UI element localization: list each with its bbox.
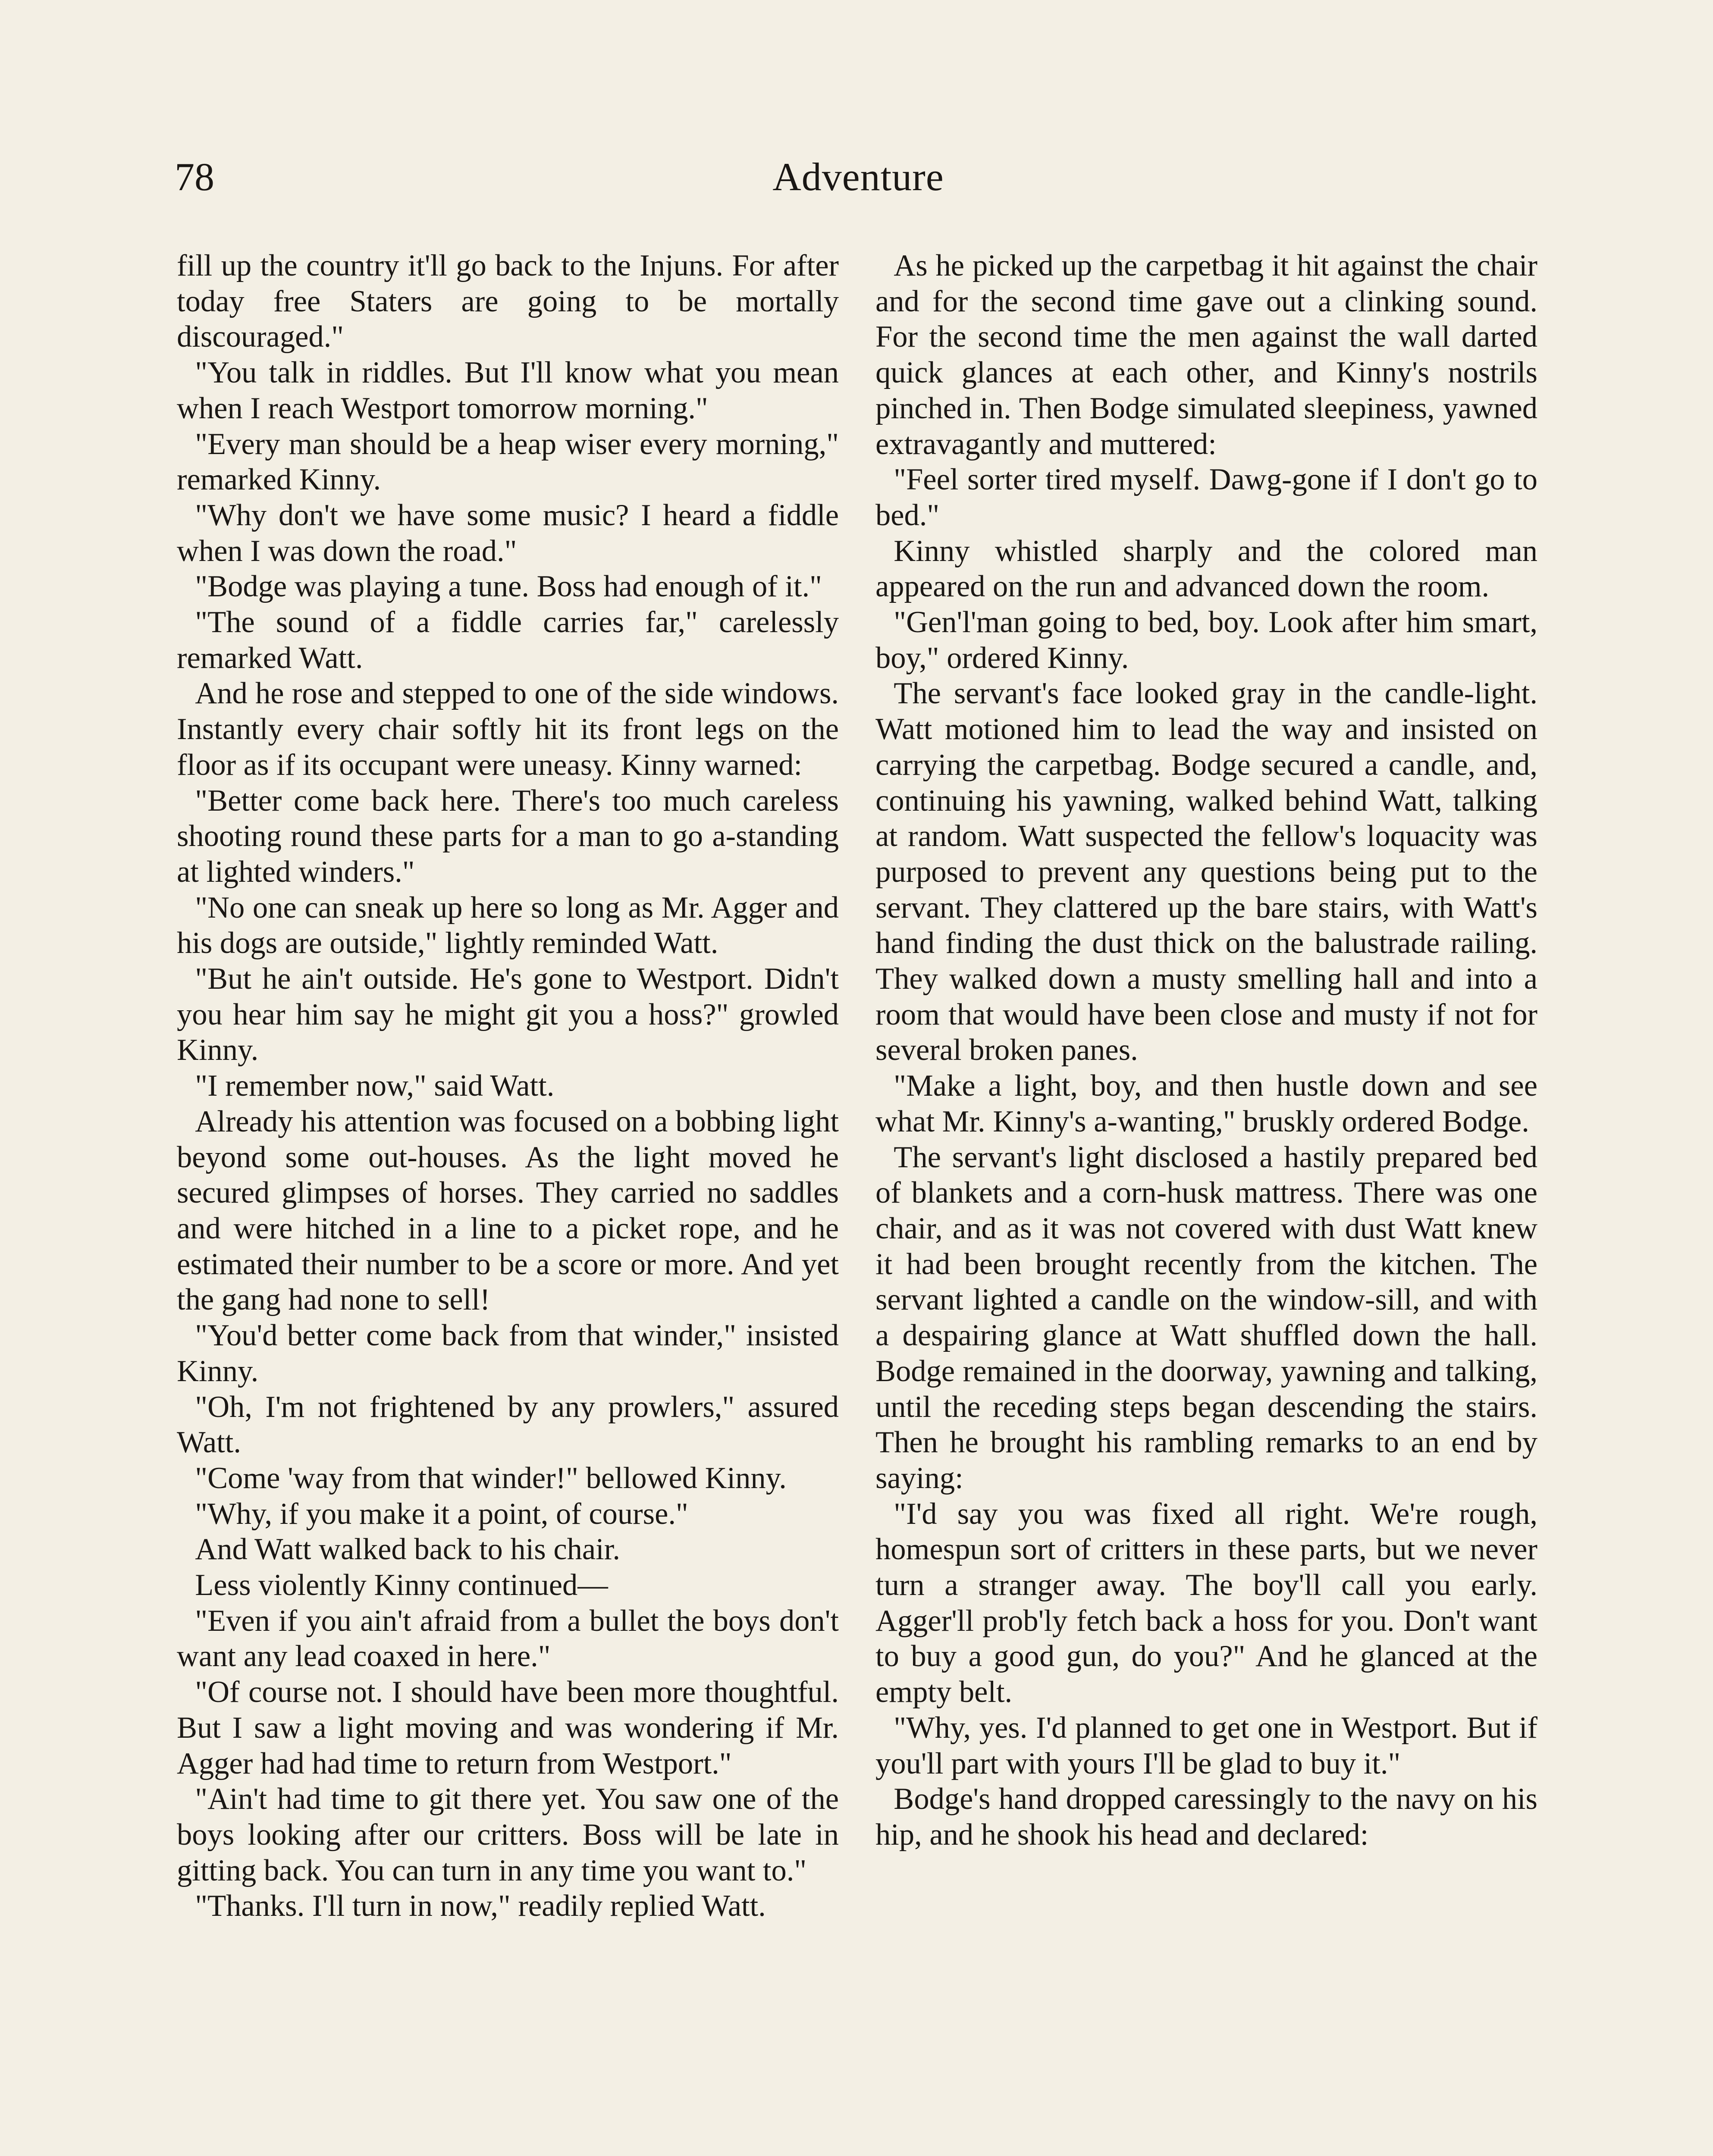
page-header xyxy=(175,147,1542,207)
paragraph: Less violently Kinny continued— xyxy=(195,1568,608,1602)
paragraph: "Oh, I'm not frightened by any prowlers," assured Watt. xyxy=(177,1390,839,1460)
paragraph: "Better come back here. There's too much careless shooting round these parts for a man to go a-standing at lighted winders." xyxy=(177,783,839,889)
paragraph: And he rose and stepped to one of the side windows. Instantly every chair softly hit its front legs on the floor as if its occupant were uneasy. Kinny warned: xyxy=(177,677,839,782)
paragraph: Already his attention was focused on a bobbing light beyond some out-houses. As the light moved he secured glimpses of horses. They carried no saddles and were hitched in a line to a picket rope, and he estimated their number to be a score or more. And yet the gang had none to sell! xyxy=(177,1104,839,1317)
paragraph: "Come 'way from that winder!" bellowed Kinny. xyxy=(195,1461,787,1495)
paragraph: "Ain't had time to git there yet. You saw one of the boys looking after our critters. Boss will be late in gitting back. You can turn in any time you want to." xyxy=(177,1782,839,1887)
paragraph: Bodge's hand dropped caressingly to the navy on his hip, and he shook his head and declared: xyxy=(875,1782,1537,1852)
paragraph: "Every man should be a heap wiser every morning," remarked Kinny. xyxy=(177,427,839,497)
paragraph: The servant's face looked gray in the candle-light. Watt motioned him to lead the way and insisted on carrying the carpetbag. Bodge secured a candle, and, continuing his yawning, walked behind Watt, talking at random. Watt suspected the fellow's loquacity was purposed to prevent any questions being put to the servant. They clattered up the bare stairs, with Watt's hand finding the dust thick on the balustrade railing. They walked down a musty smelling hall and into a room that would have been close and musty if not for several broken panes. xyxy=(875,677,1537,1067)
paragraph: "You'd better come back from that winder," insisted Kinny. xyxy=(177,1319,839,1388)
paragraph: "I remember now," said Watt. xyxy=(195,1069,555,1103)
paragraph: "Why, if you make it a point, of course." xyxy=(195,1497,688,1531)
text-column-left xyxy=(177,248,839,1924)
paragraph: "The sound of a fiddle carries far," carelessly remarked Watt. xyxy=(177,605,839,675)
running-head-title: Adventure xyxy=(772,155,944,199)
paragraph: The servant's light disclosed a hastily prepared bed of blankets and a corn-husk mattress. There was one chair, and as it was not covered with dust Watt knew it had been brought recently from the kitchen. The servant lighted a candle on the window-sill, and with a despairing glance at Watt shuffled down the hall. Bodge remained in the doorway, yawning and talking, until the receding steps began descending the stairs. Then he brought his rambling remarks to an end by saying: xyxy=(875,1140,1537,1495)
paragraph: "No one can sneak up here so long as Mr. Agger and his dogs are outside," lightly reminded Watt. xyxy=(177,890,839,960)
paragraph: "Why don't we have some music? I heard a fiddle when I was down the road." xyxy=(177,498,839,568)
paragraph: "Even if you ain't afraid from a bullet the boys don't want any lead coaxed in here." xyxy=(177,1604,839,1673)
paragraph: And Watt walked back to his chair. xyxy=(195,1532,620,1567)
paragraph: Kinny whistled sharply and the colored man appeared on the run and advanced down the room. xyxy=(875,534,1537,604)
paragraph: "Of course not. I should have been more thoughtful. But I saw a light moving and was wondering if Mr. Agger had had time to return from Westport." xyxy=(177,1675,839,1780)
paragraph: "Make a light, boy, and then hustle down and see what Mr. Kinny's a-wanting," bruskly ordered Bodge. xyxy=(875,1069,1537,1138)
paragraph: "Why, yes. I'd planned to get one in Westport. But if you'll part with yours I'll be glad to buy it." xyxy=(875,1711,1537,1780)
paragraph: "Gen'l'man going to bed, boy. Look after him smart, boy," ordered Kinny. xyxy=(875,605,1537,675)
paragraph: fill up the country it'll go back to the Injuns. For after today free Staters are going to be mortally discouraged." xyxy=(177,249,839,354)
text-column-right xyxy=(875,248,1537,1853)
paragraph: "I'd say you was fixed all right. We're rough, homespun sort of critters in these parts, but we never turn a stranger away. The boy'll call you early. Agger'll prob'ly fetch back a hoss for you. Don't want to buy a good gun, do you?" And he glanced at the empty belt. xyxy=(875,1497,1537,1709)
paragraph: "Thanks. I'll turn in now," readily replied Watt. xyxy=(195,1889,766,1923)
paragraph: "But he ain't outside. He's gone to Westport. Didn't you hear him say he might git you a hoss?" growled Kinny. xyxy=(177,962,839,1067)
page-number: 78 xyxy=(175,155,214,199)
paragraph: "Feel sorter tired myself. Dawg-gone if I don't go to bed." xyxy=(875,463,1537,532)
paragraph: "Bodge was playing a tune. Boss had enough of it." xyxy=(195,570,822,604)
paragraph: As he picked up the carpetbag it hit against the chair and for the second time gave out a clinking sound. For the second time the men against the wall darted quick glances at each other, and Kinny's nostrils pinched in. Then Bodge simulated sleepiness, yawned extravagantly and muttered: xyxy=(875,249,1537,461)
paragraph: "You talk in riddles. But I'll know what you mean when I reach Westport tomorrow morning." xyxy=(177,356,839,425)
